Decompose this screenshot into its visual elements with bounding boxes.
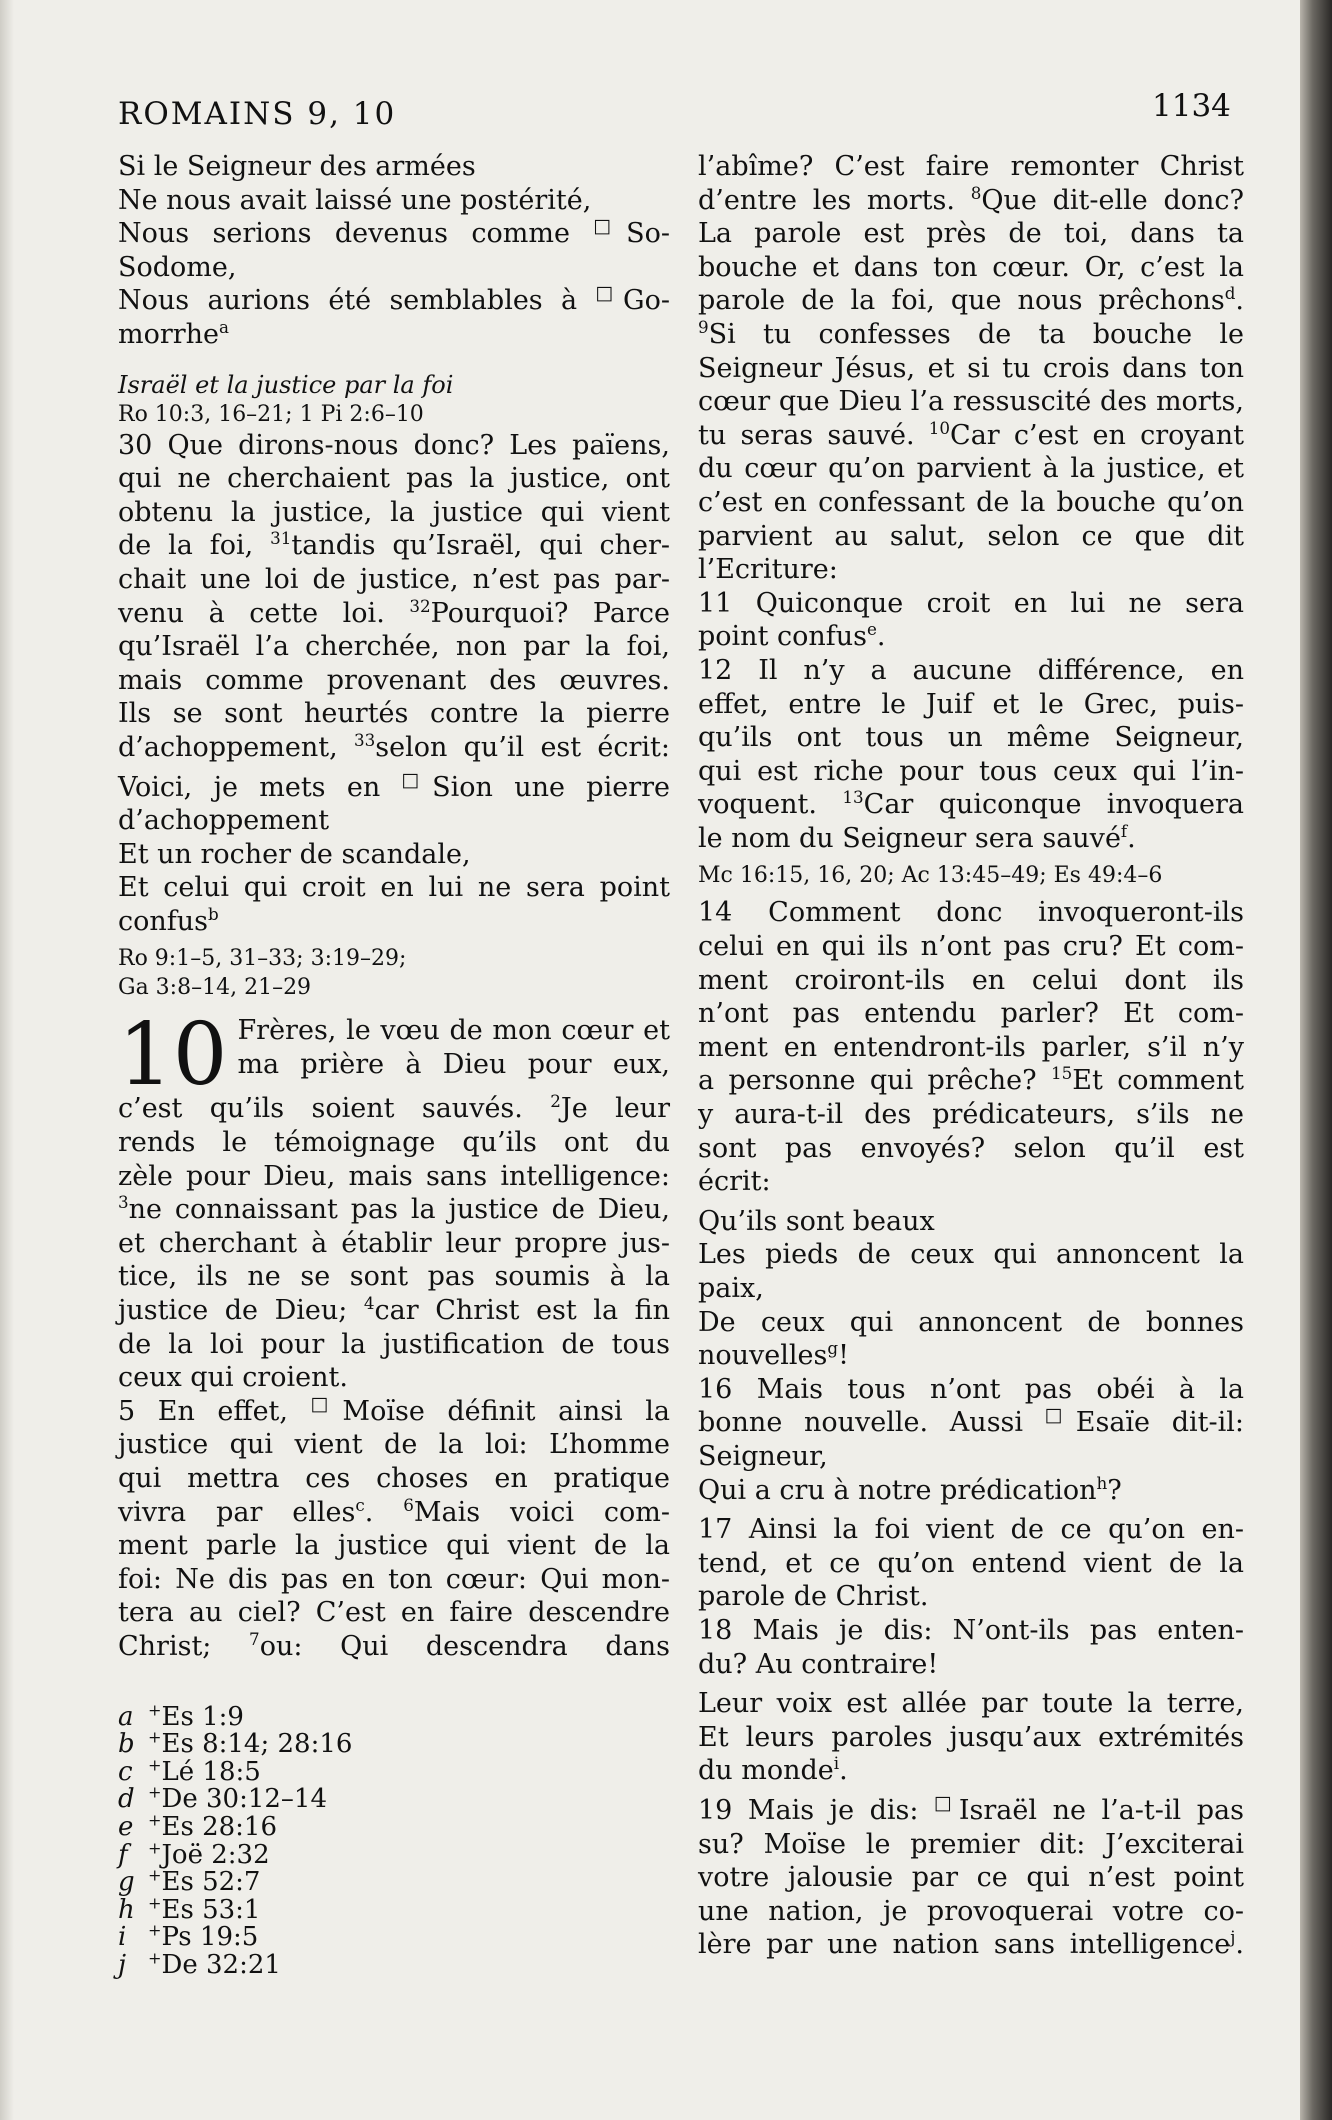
quote-line: Et leurs paroles jusqu’aux extrémités bbox=[698, 1721, 1244, 1753]
quote-line: Et celui qui croit en lui ne sera point bbox=[118, 872, 670, 904]
verse-number: 15 bbox=[1050, 1063, 1073, 1084]
verse-line: voquent. $^{13}$Car quiconque invoquera bbox=[698, 787, 1244, 821]
verse-line: 19 Mais je dis: □Israël ne l’a-t-il pas bbox=[698, 1791, 1244, 1826]
verse-line: Frères, le vœu de mon cœur et bbox=[237, 1015, 670, 1047]
verse-line: $^9$Si tu confesses de ta bouche le bbox=[698, 316, 1244, 350]
verse-line: ment en entendront-ils parler, s’il n’y bbox=[698, 1031, 1244, 1063]
verse-line: tu seras sauvé. $^{10}$Car c’est en croyant bbox=[698, 417, 1244, 451]
footnote-marker: b bbox=[208, 903, 219, 924]
verse-line: cœur que Dieu l’a ressuscité des morts, bbox=[698, 386, 1244, 418]
section-cross-references: Ro 10:3, 16–21; 1 Pi 2:6–10 bbox=[118, 401, 424, 427]
verse-line: le nom du Seigneur sera sauvé$^f$. bbox=[698, 820, 1136, 854]
verse-line: qu’ils ont tous un même Seigneur, bbox=[698, 722, 1244, 754]
cross-reference: Mc 16:15, 16, 20; Ac 13:45–49; Es 49:4–6 bbox=[698, 863, 1163, 889]
footnote-item: i +Ps 19:5 bbox=[118, 1920, 259, 1953]
verse-line: de la foi, $^{31}$tandis qu’Israël, qui cher- bbox=[118, 528, 670, 562]
cross-reference: Ga 3:8–14, 21–29 bbox=[118, 975, 312, 1001]
verse-line: qui est riche pour tous ceux qui l’in- bbox=[698, 755, 1244, 787]
footnote-marker: a bbox=[219, 316, 230, 337]
verse-line: c’est en confessant de la bouche qu’on bbox=[698, 486, 1244, 518]
verse-line: mais comme provenant des œuvres. bbox=[118, 664, 670, 696]
verse-line: Seigneur Jésus, et si tu crois dans ton bbox=[698, 352, 1244, 384]
verse-line: 11 Quiconque croit en lui ne sera bbox=[698, 587, 1244, 619]
verse-line: rends le témoignage qu’ils ont du bbox=[118, 1127, 670, 1159]
verse-line: n’ont pas entendu parler? Et com- bbox=[698, 998, 1244, 1030]
verse-line: Christ; $^7$ou: Qui descendra dans bbox=[118, 1628, 671, 1662]
verse-line: ma prière à Dieu pour eux, bbox=[237, 1049, 670, 1081]
verse-number: 10 bbox=[928, 417, 951, 438]
left-column bbox=[118, 150, 670, 1980]
verse-line: tend, et ce qu’on entend vient de la bbox=[698, 1547, 1244, 1579]
quote-line: nouvelles$^g$! bbox=[698, 1338, 849, 1372]
quote-line: Voici, je mets en □Sion une pierre bbox=[118, 768, 670, 803]
cross-reference: Ro 9:1–5, 31–33; 3:19–29; bbox=[118, 946, 407, 972]
verse-line: tice, ils ne se sont pas soumis à la bbox=[118, 1261, 670, 1293]
verse-number: 4 bbox=[363, 1293, 375, 1314]
running-header-book: ROMAINS 9, 10 bbox=[118, 96, 397, 132]
quote-line: Qu’ils sont beaux bbox=[698, 1205, 935, 1237]
quote-line: d’achoppement bbox=[118, 805, 330, 837]
glossary-mark-icon: □ bbox=[1044, 1404, 1076, 1427]
page-number: 1134 bbox=[1152, 88, 1231, 124]
quote-line: Sodome, bbox=[118, 251, 237, 283]
verse-line: une nation, je provoquerai votre co- bbox=[698, 1895, 1244, 1927]
footnote-marker: j bbox=[1230, 1927, 1236, 1948]
footnote-marker: h bbox=[1096, 1472, 1108, 1493]
glossary-mark-icon: □ bbox=[595, 282, 624, 305]
verse-line: qui mettra ces choses en pratique bbox=[118, 1463, 670, 1494]
verse-line: tera au ciel? C’est en faire descendre bbox=[118, 1597, 670, 1629]
quote-line: Et un rocher de scandale, bbox=[118, 838, 471, 870]
verse-number: 8 bbox=[970, 182, 982, 203]
verse-number: 6 bbox=[403, 1494, 414, 1515]
verse-line: qui ne cherchaient pas la justice, ont bbox=[118, 463, 670, 495]
verse-number: 33 bbox=[353, 729, 376, 750]
book-page-edge bbox=[1300, 0, 1332, 2120]
footnote-item: d +De 30:12–14 bbox=[118, 1782, 328, 1815]
footnotes bbox=[118, 1699, 670, 1980]
verse-line: zèle pour Dieu, mais sans intelligence: bbox=[118, 1160, 670, 1192]
verse-number: 3 bbox=[118, 1192, 129, 1213]
verse-line: venu à cette loi. $^{32}$Pourquoi? Parce bbox=[118, 595, 670, 629]
quote-line: Si le Seigneur des armées bbox=[118, 151, 476, 182]
verse-line: su? Moïse le premier dit: J’exciterai bbox=[698, 1828, 1244, 1860]
footnote-item: e +Es 28:16 bbox=[118, 1810, 278, 1842]
right-column bbox=[698, 150, 1244, 1962]
quote-line: Leur voix est allée par toute la terre, bbox=[698, 1688, 1244, 1720]
verse-line: effet, entre le Juif et le Grec, puis- bbox=[698, 688, 1244, 720]
verse-number: 7 bbox=[249, 1628, 260, 1649]
verse-line: 17 Ainsi la foi vient de ce qu’on en- bbox=[698, 1514, 1244, 1546]
verse-line: foi: Ne dis pas en ton cœur: Qui mon- bbox=[118, 1563, 670, 1595]
verse-line: parole de la foi, que nous prêchons$^d$. bbox=[698, 283, 1244, 317]
verse-line: 30 Que dirons-nous donc? Les païens, bbox=[118, 429, 670, 461]
quote-line: Seigneur, bbox=[698, 1440, 828, 1472]
verse-line: justice de Dieu; $^4$car Christ est la fin bbox=[118, 1293, 670, 1327]
verse-line: votre jalousie par ce qui n’est point bbox=[698, 1862, 1244, 1894]
verse-line: c’est qu’ils soient sauvés. $^2$Je leur bbox=[118, 1091, 670, 1125]
footnote-marker: c bbox=[355, 1494, 365, 1515]
footnote-marker: f bbox=[1120, 820, 1128, 841]
verse-line: Ils se sont heurtés contre la pierre bbox=[118, 698, 670, 730]
chapter-number: 10 bbox=[118, 1005, 228, 1106]
verse-line: l’Ecriture: bbox=[698, 554, 838, 586]
verse-line: bonne nouvelle. Aussi □Esaïe dit-il: bbox=[698, 1404, 1244, 1439]
quote-line: confus$^b$ bbox=[118, 903, 219, 937]
verse-number: 32 bbox=[409, 595, 431, 616]
verse-number: 2 bbox=[550, 1091, 561, 1112]
verse-line: celui en qui ils n’ont pas cru? Et com- bbox=[698, 931, 1244, 963]
verse-line: et cherchant à établir leur propre jus- bbox=[118, 1227, 670, 1259]
verse-line: parvient au salut, selon ce que dit bbox=[698, 520, 1244, 552]
quote-line: Qui a cru à notre prédication$^h$? bbox=[698, 1472, 1122, 1506]
quote-line: De ceux qui annoncent de bonnes bbox=[698, 1306, 1244, 1338]
verse-line: de la loi pour la justification de tous bbox=[118, 1328, 670, 1360]
quote-line: Nous aurions été semblables à □Go- bbox=[118, 282, 670, 317]
verse-line: bouche et dans ton cœur. Or, c’est la bbox=[698, 251, 1244, 283]
footnote-marker: e bbox=[867, 619, 877, 640]
verse-line: d’achoppement, $^{33}$selon qu’il est écrit: bbox=[118, 729, 670, 763]
quote-line: Ne nous avait laissé une postérité, bbox=[118, 184, 592, 216]
section-heading: Israël et la justice par la foi bbox=[118, 370, 454, 399]
glossary-mark-icon: □ bbox=[934, 1791, 959, 1814]
verse-line: 16 Mais tous n’ont pas obéi à la bbox=[698, 1373, 1244, 1405]
footnote-item: a +Es 1:9 bbox=[118, 1699, 244, 1732]
quote-line: du monde$^i$. bbox=[698, 1753, 848, 1787]
verse-line: y aura-t-il des prédicateurs, s’ils ne bbox=[698, 1099, 1244, 1131]
verse-number: 31 bbox=[270, 528, 292, 549]
verse-line: qu’Israël l’a cherchée, non par la foi, bbox=[118, 631, 670, 663]
verse-line: 18 Mais je dis: N’ont-ils pas enten- bbox=[698, 1614, 1244, 1646]
verse-number: 13 bbox=[842, 787, 864, 808]
quote-line: morrhe$^a$ bbox=[118, 316, 230, 350]
footnote-item: b +Es 8:14; 28:16 bbox=[118, 1727, 353, 1760]
verse-line: point confus$^e$. bbox=[698, 619, 886, 653]
verse-line: parole de Christ. bbox=[698, 1581, 929, 1613]
verse-line: ment croiront-ils en celui dont ils bbox=[698, 964, 1244, 996]
verse-line: ment parle la justice qui vient de la bbox=[118, 1530, 670, 1562]
quote-line: paix, bbox=[698, 1273, 764, 1304]
page-gutter-shadow bbox=[0, 0, 14, 2120]
footnote-item: j +De 32:21 bbox=[118, 1948, 281, 1980]
verse-line: a personne qui prêche? $^{15}$Et comment bbox=[698, 1063, 1244, 1097]
verse-line: lère par une nation sans intelligence$^j$. bbox=[698, 1927, 1244, 1961]
verse-line: chait une loi de justice, n’est pas par- bbox=[118, 563, 670, 595]
verse-line: écrit: bbox=[698, 1166, 771, 1198]
glossary-mark-icon: □ bbox=[593, 215, 627, 238]
verse-line: 12 Il n’y a aucune différence, en bbox=[698, 654, 1244, 686]
quote-line: Les pieds de ceux qui annoncent la bbox=[698, 1239, 1244, 1271]
verse-line: obtenu la justice, la justice qui vient bbox=[118, 496, 670, 528]
glossary-mark-icon: □ bbox=[401, 768, 433, 791]
verse-line: 14 Comment donc invoqueront-ils bbox=[698, 897, 1244, 929]
footnote-marker: d bbox=[1224, 283, 1236, 304]
chapter-10-opening bbox=[118, 1005, 670, 1106]
verse-line: sont pas envoyés? selon qu’il est bbox=[698, 1132, 1244, 1164]
verse-line: $^3$ne connaissant pas la justice de Dieu, bbox=[118, 1192, 670, 1226]
footnote-item: f +Joë 2:32 bbox=[118, 1837, 270, 1870]
footnote-marker: g bbox=[827, 1338, 839, 1359]
verse-line: vivra par elles$^c$. $^6$Mais voici com- bbox=[118, 1494, 670, 1528]
footnote-item: c +Lé 18:5 bbox=[118, 1755, 261, 1787]
verse-number: 9 bbox=[698, 316, 709, 337]
footnote-marker: i bbox=[833, 1753, 840, 1774]
glossary-mark-icon: □ bbox=[310, 1392, 343, 1415]
footnote-item: h +Es 53:1 bbox=[118, 1893, 261, 1925]
verse-line: ceux qui croient. bbox=[118, 1362, 348, 1394]
verse-line: du cœur qu’on parvient à la justice, et bbox=[698, 453, 1244, 485]
footnote-item: g +Es 52:7 bbox=[118, 1865, 261, 1898]
quote-line: Nous serions devenus comme □So- bbox=[118, 215, 670, 250]
verse-line: 5 En effet, □Moïse définit ainsi la bbox=[118, 1392, 670, 1427]
verse-line: d’entre les morts. $^8$Que dit-elle donc? bbox=[698, 182, 1244, 216]
verse-line: du? Au contraire! bbox=[698, 1648, 939, 1680]
verse-line: l’abîme? C’est faire remonter Christ bbox=[698, 151, 1244, 182]
verse-line: justice qui vient de la loi: L’homme bbox=[118, 1429, 670, 1461]
verse-line: La parole est près de toi, dans ta bbox=[698, 218, 1244, 250]
